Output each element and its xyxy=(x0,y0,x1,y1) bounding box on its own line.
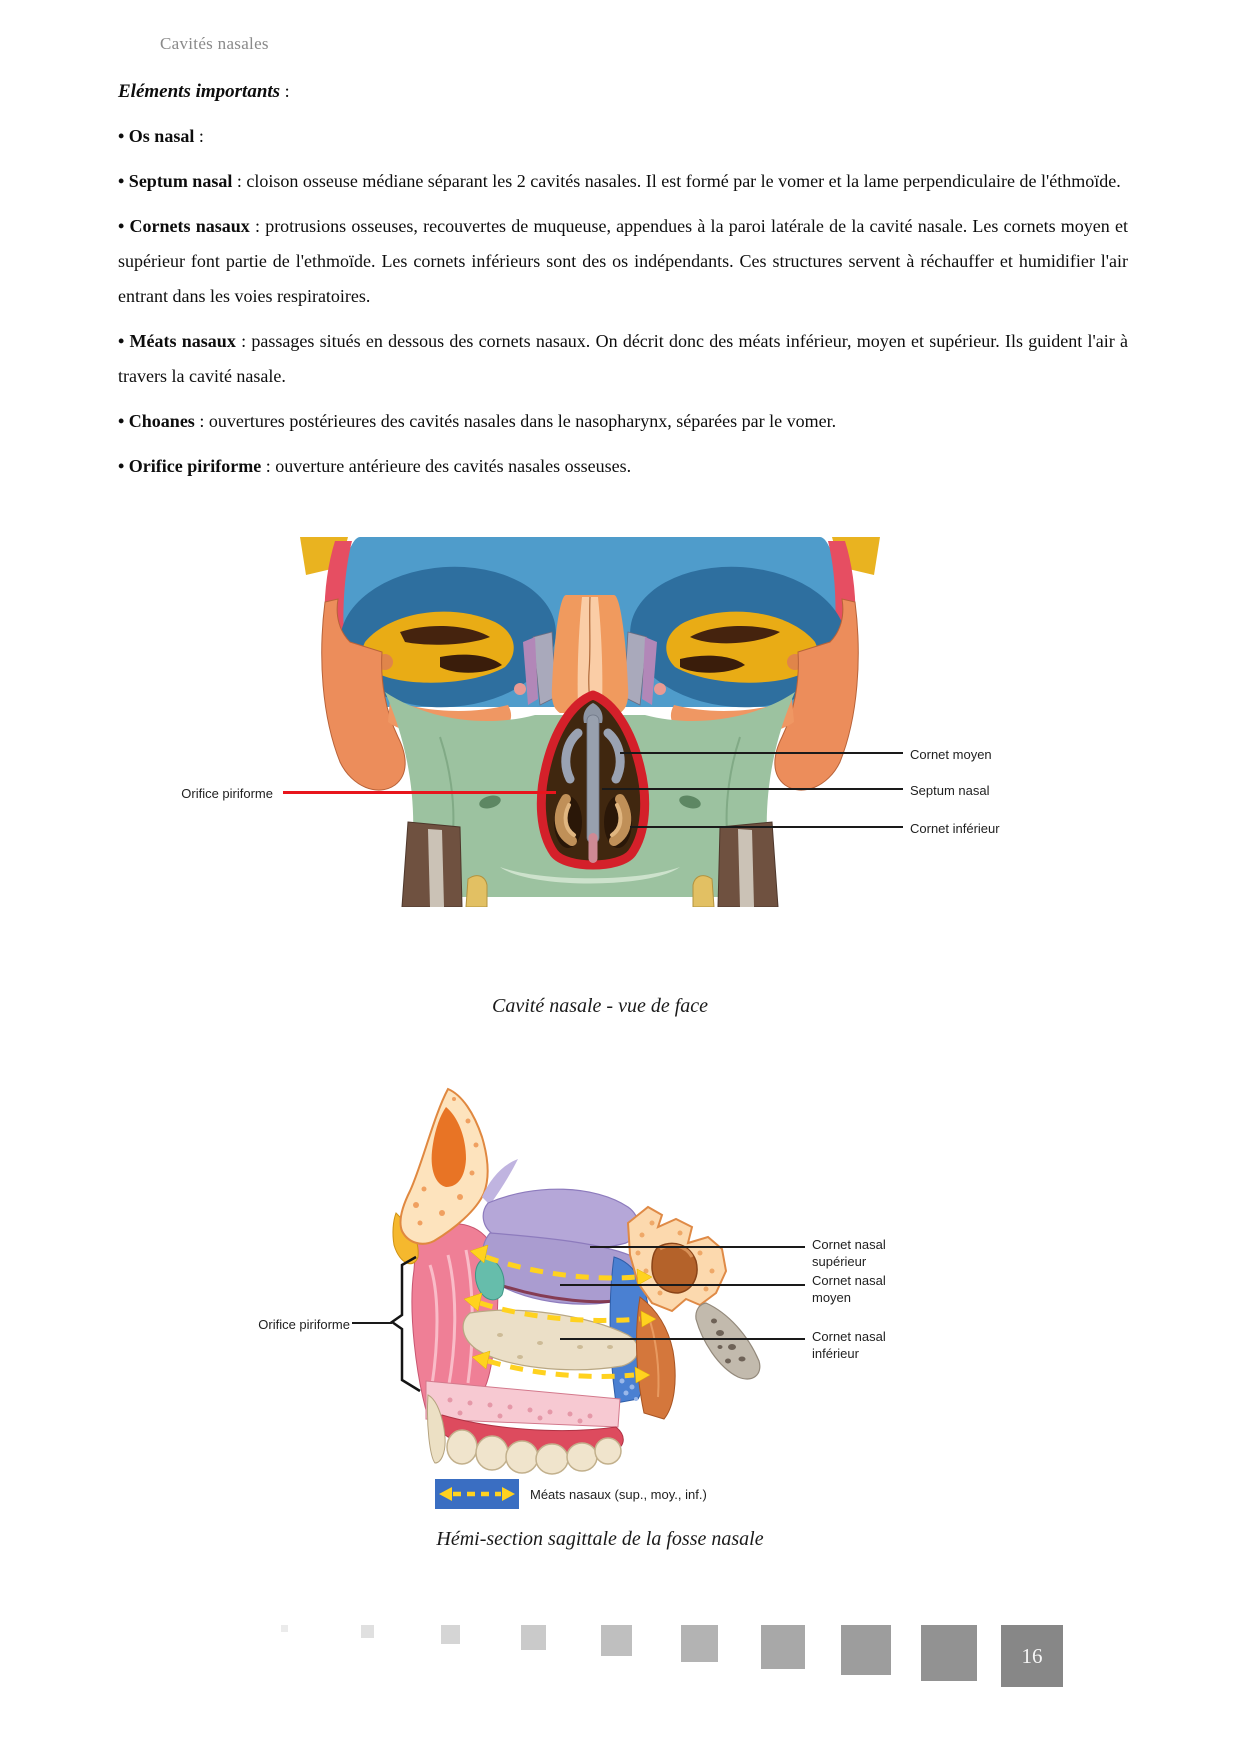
cornet-inferieur-leader-line xyxy=(630,826,903,828)
label-cornet-nasal-moyen: Cornet nasal moyen xyxy=(812,1273,886,1305)
septum-leader-line xyxy=(602,788,903,790)
bullet-os-nasal: • Os nasal : xyxy=(118,126,204,146)
cornet-sup-leader-line xyxy=(590,1246,805,1248)
footer-square xyxy=(601,1625,632,1656)
skull-front-illustration xyxy=(290,537,890,907)
footer-square xyxy=(841,1625,891,1675)
bullet-orifice-piriforme: • Orifice piriforme : ouverture antérieure des cavités nasales osseuses. xyxy=(118,456,632,476)
footer-square xyxy=(281,1625,288,1632)
caption-sagittal-view: Hémi-section sagittale de la fosse nasale xyxy=(436,1528,764,1550)
bullet-meats-nasaux: • Méats nasaux : passages situés en dessous des cornets nasaux. On décrit donc des méats inférieur, moyen et supérieur. Ils guident l'air à travers la cavité nasale. xyxy=(118,331,1128,386)
label-orifice-piriforme-sagittal: Orifice piriforme xyxy=(258,1317,350,1332)
footer-square xyxy=(361,1625,374,1638)
heading-colon: : xyxy=(280,81,290,101)
label-orifice-piriforme-front: Orifice piriforme xyxy=(181,786,273,801)
cornet-moyen-leader-line xyxy=(620,752,903,754)
bullet-choanes: • Choanes : ouvertures postérieures des cavités nasales dans le nasopharynx, séparées par le vomer. xyxy=(118,411,837,431)
cornet-inf-leader-line xyxy=(560,1338,805,1340)
page-number: 16 xyxy=(1021,1644,1043,1668)
figure-sagittal-view xyxy=(390,1085,820,1475)
label-cornet-nasal-superieur: Cornet nasal supérieur xyxy=(812,1237,886,1269)
bullet-cornets-nasaux: • Cornets nasaux : protrusions osseuses, recouvertes de muqueuse, appendues à la paroi latérale de la cavité nasale. Les cornets moyen et supérieur font partie de l'ethmoïde. Les cornets inférieurs sont des os indépendants. Ces structures servent à réchauffer et humidifier l'air entrant dans les voies respiratoires. xyxy=(118,216,1128,306)
figure-front-view xyxy=(290,537,890,907)
meatus-legend-label: Méats nasaux (sup., moy., inf.) xyxy=(530,1487,707,1502)
label-cornet-moyen: Cornet moyen xyxy=(910,747,992,762)
sagittal-illustration xyxy=(390,1085,820,1475)
running-header: Cavités nasales xyxy=(160,34,269,53)
legend-arrow-icon xyxy=(435,1479,519,1509)
body-text xyxy=(118,74,1128,494)
label-septum-nasal: Septum nasal xyxy=(910,783,990,798)
caption-front-view: Cavité nasale - vue de face xyxy=(491,995,709,1017)
nasal-septum xyxy=(587,715,599,843)
footer-square xyxy=(921,1625,977,1681)
section-heading xyxy=(118,74,1128,109)
pterygoid-process xyxy=(696,1303,760,1379)
footer-square xyxy=(521,1625,546,1650)
heading-text: Eléments importants xyxy=(118,81,281,102)
orifice-leader-line-sagittal xyxy=(352,1322,392,1324)
cornet-moy-leader-line xyxy=(560,1284,805,1286)
meatus-legend-swatch xyxy=(435,1479,519,1509)
label-cornet-inferieur: Cornet inférieur xyxy=(910,821,1000,836)
bullet-septum-nasal: • Septum nasal : cloison osseuse médiane séparant les 2 cavités nasales. Il est formé par le vomer et la lame perpendiculaire de l'éthmoïde. xyxy=(118,171,1121,191)
label-cornet-nasal-inferieur: Cornet nasal inférieur xyxy=(812,1329,886,1361)
footer-square xyxy=(681,1625,718,1662)
footer-square xyxy=(761,1625,805,1669)
footer-square xyxy=(441,1625,460,1644)
orifice-leader-line xyxy=(283,791,556,794)
page-number-badge xyxy=(1001,1625,1063,1687)
